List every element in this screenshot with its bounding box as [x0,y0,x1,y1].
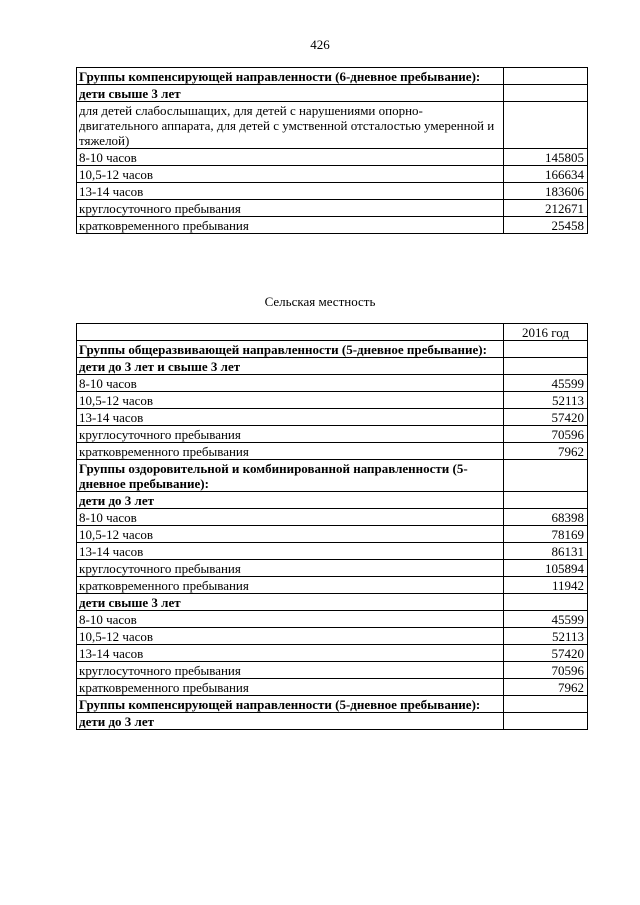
row-value: 70596 [504,426,588,443]
row-value: 7962 [504,443,588,460]
row-label: Группы оздоровительной и комбинированной направленности (5-дневное пребывание): [77,460,504,492]
row-label: круглосуточного пребывания [77,200,504,217]
row-value: 11942 [504,577,588,594]
row-value [504,341,588,358]
table-row [77,85,588,102]
table-row [77,426,588,443]
table2-header-label [77,324,504,341]
table-row [77,200,588,217]
row-label: 10,5-12 часов [77,392,504,409]
row-value: 68398 [504,509,588,526]
table-row [77,713,588,730]
row-label: Группы компенсирующей направленности (6-дневное пребывание): [77,68,504,85]
row-label: кратковременного пребывания [77,217,504,234]
table2-body [77,341,588,730]
table2-header-year: 2016 год [504,324,588,341]
row-label: 13-14 часов [77,543,504,560]
row-value [504,713,588,730]
row-value [504,85,588,102]
row-label: 8-10 часов [77,149,504,166]
table-row [77,509,588,526]
table-row [77,375,588,392]
table-row [77,217,588,234]
row-value [504,696,588,713]
row-value [504,358,588,375]
row-value: 166634 [504,166,588,183]
row-label: дети до 3 лет [77,713,504,730]
row-value: 145805 [504,149,588,166]
table-row [77,628,588,645]
row-value: 86131 [504,543,588,560]
row-value: 52113 [504,628,588,645]
row-value: 52113 [504,392,588,409]
row-value: 7962 [504,679,588,696]
row-label: Группы компенсирующей направленности (5-дневное пребывание): [77,696,504,713]
table-row [77,68,588,85]
row-label: дети до 3 лет [77,492,504,509]
row-value [504,102,588,149]
row-value [504,594,588,611]
row-label: 13-14 часов [77,409,504,426]
row-label: для детей слабослышащих, для детей с нарушениями опорно-двигательного аппарата, для детей с умственной отсталостью умеренной и тяжелой) [77,102,504,149]
table-row [77,183,588,200]
row-label: 8-10 часов [77,375,504,392]
table1-body [77,68,588,234]
row-label: 10,5-12 часов [77,628,504,645]
table-row [77,560,588,577]
row-label: Группы общеразвивающей направленности (5-дневное пребывание): [77,341,504,358]
row-label: дети до 3 лет и свыше 3 лет [77,358,504,375]
table-row [77,166,588,183]
row-value: 78169 [504,526,588,543]
table-row [77,645,588,662]
row-value: 57420 [504,645,588,662]
table-row [77,679,588,696]
page-number: 426 [310,37,330,52]
row-label: 8-10 часов [77,509,504,526]
table-row [77,460,588,492]
section-title: Сельская местность [264,294,376,309]
table-row [77,443,588,460]
table-row [77,492,588,509]
row-label: круглосуточного пребывания [77,426,504,443]
table2-header-row [77,324,588,341]
table-row [77,543,588,560]
table-row [77,696,588,713]
row-label: кратковременного пребывания [77,577,504,594]
table-row [77,594,588,611]
table-row [77,341,588,358]
table-row [77,526,588,543]
row-value: 212671 [504,200,588,217]
row-label: 13-14 часов [77,645,504,662]
row-label: кратковременного пребывания [77,679,504,696]
table-row [77,102,588,149]
table-row [77,577,588,594]
table-row [77,611,588,628]
row-label: 13-14 часов [77,183,504,200]
row-value: 25458 [504,217,588,234]
row-value: 45599 [504,611,588,628]
row-label: 8-10 часов [77,611,504,628]
row-label: кратковременного пребывания [77,443,504,460]
row-label: дети свыше 3 лет [77,85,504,102]
table-row [77,392,588,409]
row-label: 10,5-12 часов [77,166,504,183]
row-value: 57420 [504,409,588,426]
table-row [77,409,588,426]
row-value: 70596 [504,662,588,679]
row-label: круглосуточного пребывания [77,560,504,577]
row-value: 45599 [504,375,588,392]
row-value [504,460,588,492]
row-label: круглосуточного пребывания [77,662,504,679]
table-row [77,662,588,679]
cost-table-1 [76,67,588,234]
row-label: дети свыше 3 лет [77,594,504,611]
row-value: 183606 [504,183,588,200]
table-row [77,149,588,166]
row-label: 10,5-12 часов [77,526,504,543]
table-row [77,358,588,375]
row-value: 105894 [504,560,588,577]
row-value [504,492,588,509]
cost-table-2 [76,323,588,730]
row-value [504,68,588,85]
